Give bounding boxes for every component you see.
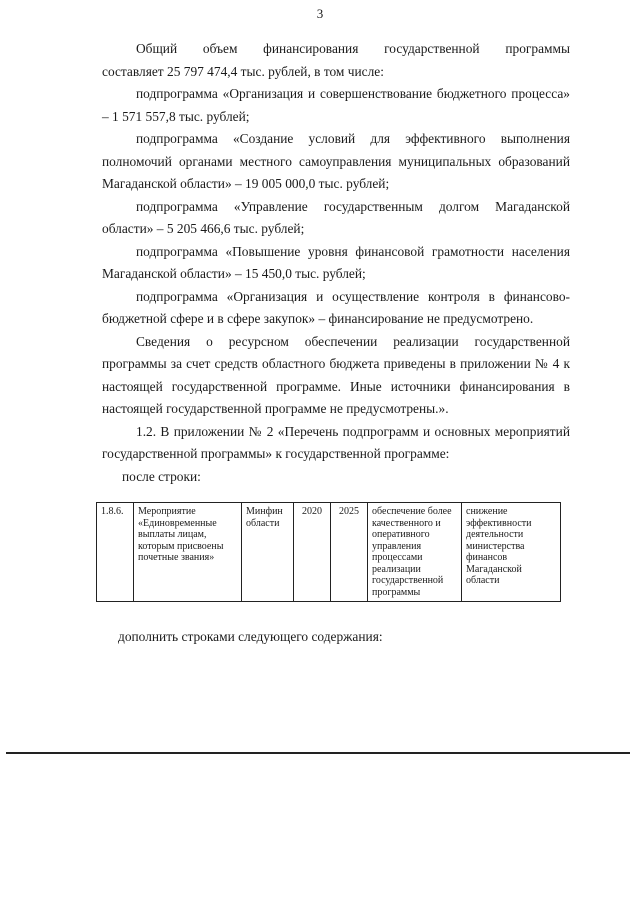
subprogram-1: подпрограмма «Организация и совершенствование бюджетного процесса» – 1 571 557,8 тыс. рублей;	[102, 86, 570, 124]
document-body	[102, 38, 570, 488]
financing-total-line2: составляет 25 797 474,4 тыс. рублей, в том числе:	[102, 63, 384, 79]
row-number-cell: 1.8.6.	[97, 503, 134, 602]
subprogram-5: подпрограмма «Организация и осуществление контроля в финансово-бюджетной сфере и в сфере закупок» – финансирование не предусмотрено.	[102, 288, 570, 326]
program-row-table	[96, 502, 561, 602]
result-cell: обеспечение более качественного и оперативного управления процессами реализации государственной программы	[368, 503, 462, 602]
executor-cell: Минфин области	[242, 503, 294, 602]
resources-paragraph: Сведения о ресурсном обеспечении реализации государственной программы за счет средств областного бюджета приведены в приложении № 4 к настоящей государственной программе. Иные источники финансирования в настоящей государственной программе не предусмотрены.».	[102, 333, 570, 416]
year-end-cell: 2025	[331, 503, 368, 602]
table-row	[97, 503, 561, 602]
subprogram-3: подпрограмма «Управление государственным долгом Магаданской области» – 5 205 466,6 тыс. рублей;	[102, 198, 570, 236]
financing-total-line1: Общий объем финансирования государственной программы	[136, 41, 570, 56]
year-start-cell: 2020	[294, 503, 331, 602]
subprogram-2: подпрограмма «Создание условий для эффективного выполнения полномочий органами местного самоуправления муниципальных образований Магаданской области» – 19 005 000,0 тыс. рублей;	[102, 131, 570, 191]
footer-divider	[6, 752, 630, 754]
event-cell: Мероприятие «Единовременные выплаты лицам, которым присвоены почетные звания»	[134, 503, 242, 602]
after-rows-label: после строки:	[122, 468, 201, 484]
consequence-cell: снижение эффективности деятельности министерства финансов Магаданской области	[462, 503, 561, 602]
subprogram-4: подпрограмма «Повышение уровня финансовой грамотности населения Магаданской области» – 15 450,0 тыс. рублей;	[102, 243, 570, 281]
item-1-2: 1.2. В приложении № 2 «Перечень подпрограмм и основных мероприятий государственной программы» к государственной программе:	[102, 423, 570, 461]
append-rows-label: дополнить строками следующего содержания:	[118, 629, 383, 644]
page-number: 3	[316, 6, 324, 21]
